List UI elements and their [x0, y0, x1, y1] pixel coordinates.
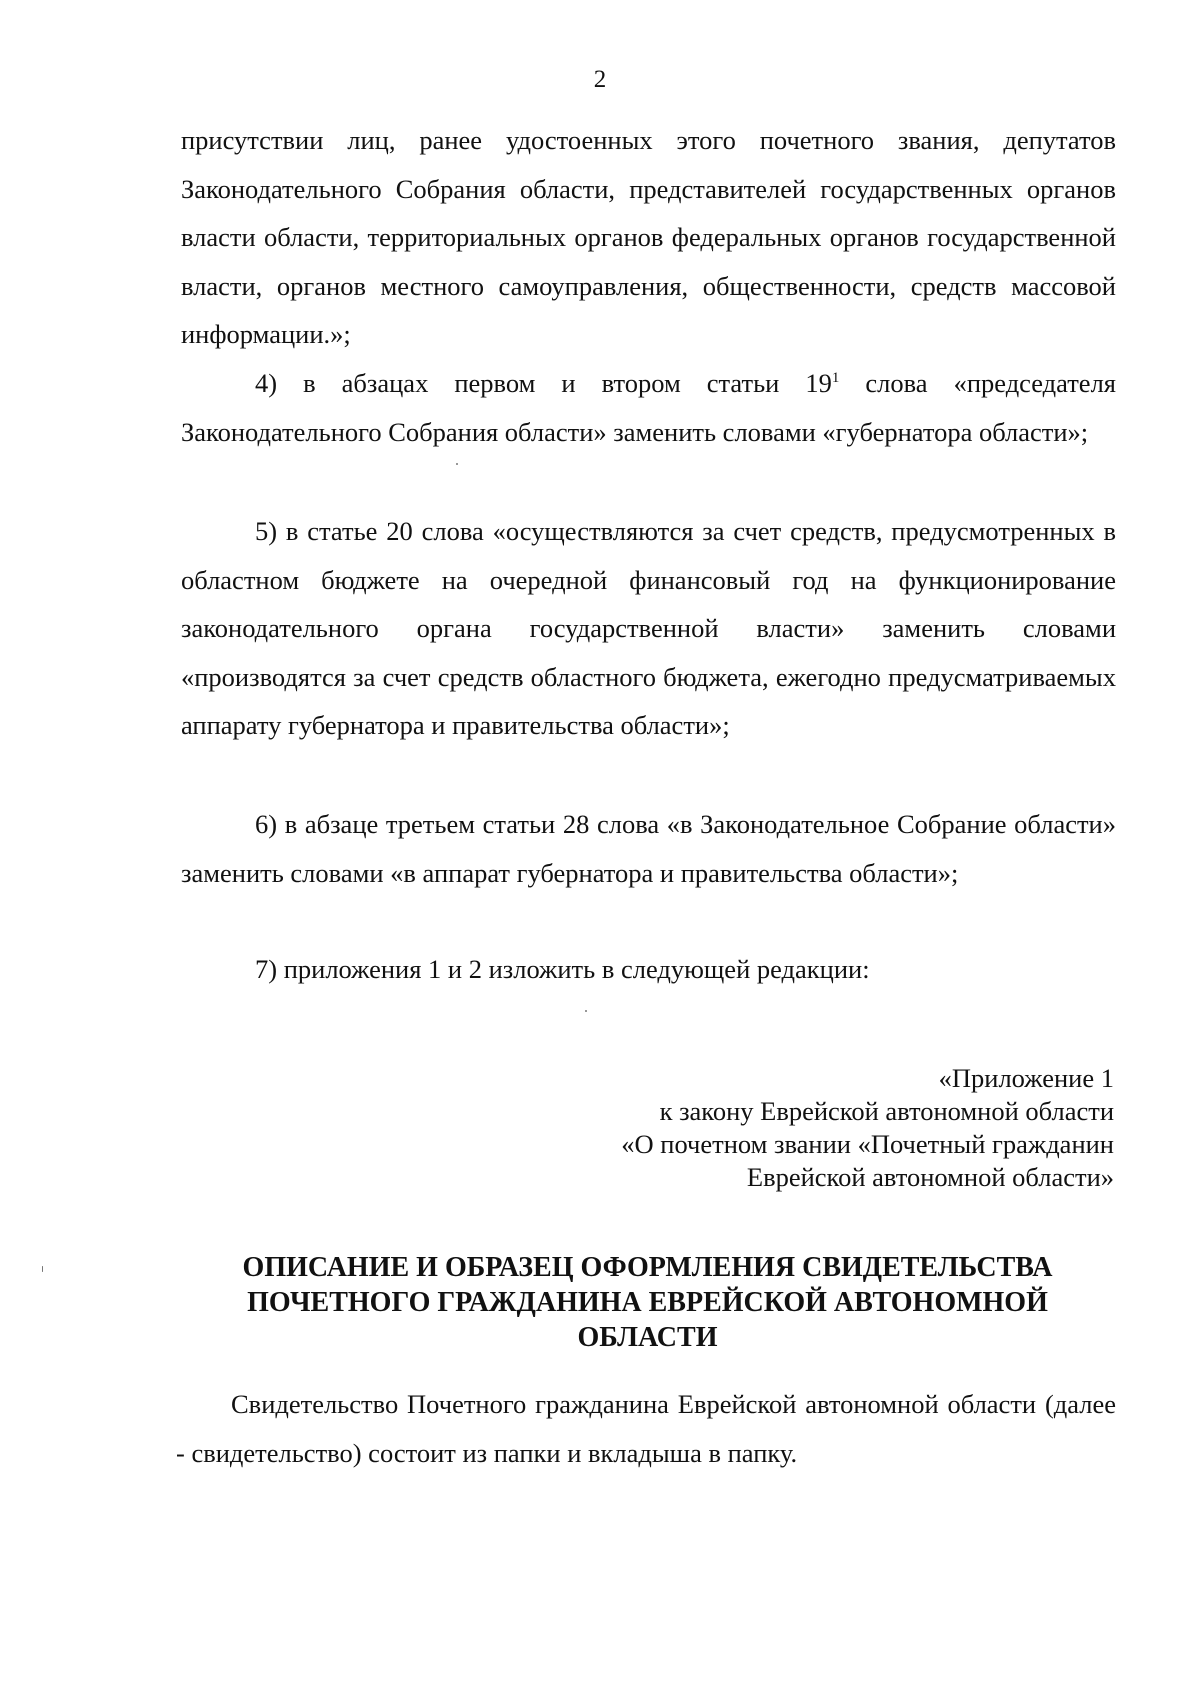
appendix-line-3: «О почетном звании «Почетный гражданин: [621, 1129, 1114, 1159]
heading-line-3: ОБЛАСТИ: [577, 1322, 718, 1353]
heading-line-2: ПОЧЕТНОГО ГРАЖДАНИНА ЕВРЕЙСКОЙ АВТОНОМНОЙ: [247, 1287, 1048, 1318]
appendix-reference: [621, 1062, 1114, 1194]
appendix-line-1: «Приложение 1: [938, 1063, 1114, 1093]
paragraph-item-7: [181, 945, 1116, 994]
paragraph-certificate-text: Свидетельство Почетного гражданина Еврейской автономной области (далее - свидетельство) состоит из папки и вкладыша в папку.: [176, 1389, 1116, 1468]
item-4-text-end: слова «председателя Законодательного Собрания области» заменить словами «губернатора области»;: [181, 368, 1116, 447]
paragraph-item-6-text: 6) в абзаце третьем статьи 28 слова «в Законодательное Собрание области» заменить словами «в аппарат губернатора и правительства области»;: [181, 809, 1116, 888]
paragraph-item-5: [181, 507, 1116, 750]
section-heading: [180, 1250, 1115, 1355]
heading-line-1: ОПИСАНИЕ И ОБРАЗЕЦ ОФОРМЛЕНИЯ СВИДЕТЕЛЬСТВА: [242, 1252, 1053, 1283]
paragraph-item-4-text: [181, 359, 1116, 456]
item-4-text-start: 4) в абзацах первом и втором статьи 19: [255, 368, 832, 398]
scan-speck: [585, 1010, 587, 1012]
paragraph-intro-text: присутствии лиц, ранее удостоенных этого почетного звания, депутатов Законодательного Собрания области, представителей государственных органов власти области, территориальных органов федеральных органов государственной власти, органов местного самоуправления, общественности, средств массовой информации.»;: [181, 125, 1116, 349]
paragraph-item-5-text: 5) в статье 20 слова «осуществляются за счет средств, предусмотренных в областном бюджете на очередной финансовый год на функционирование законодательного органа государственной власти» заменить словами «производятся за счет средств областного бюджета, ежегодно предусматриваемых аппарату губернатора и правительства области»;: [181, 516, 1116, 740]
paragraph-item-4: [181, 359, 1116, 456]
scan-speck: [42, 1266, 43, 1272]
paragraph-certificate: [176, 1380, 1116, 1477]
paragraph-intro: [181, 116, 1116, 359]
appendix-line-2: к закону Еврейской автономной области: [659, 1096, 1114, 1126]
paragraph-item-6: [181, 800, 1116, 897]
paragraph-item-7-text: 7) приложения 1 и 2 изложить в следующей редакции:: [255, 954, 870, 984]
item-4-superscript: 1: [831, 370, 840, 386]
scan-speck: [456, 463, 458, 465]
page-number: 2: [593, 66, 607, 93]
appendix-line-4: Еврейской автономной области»: [746, 1162, 1114, 1192]
